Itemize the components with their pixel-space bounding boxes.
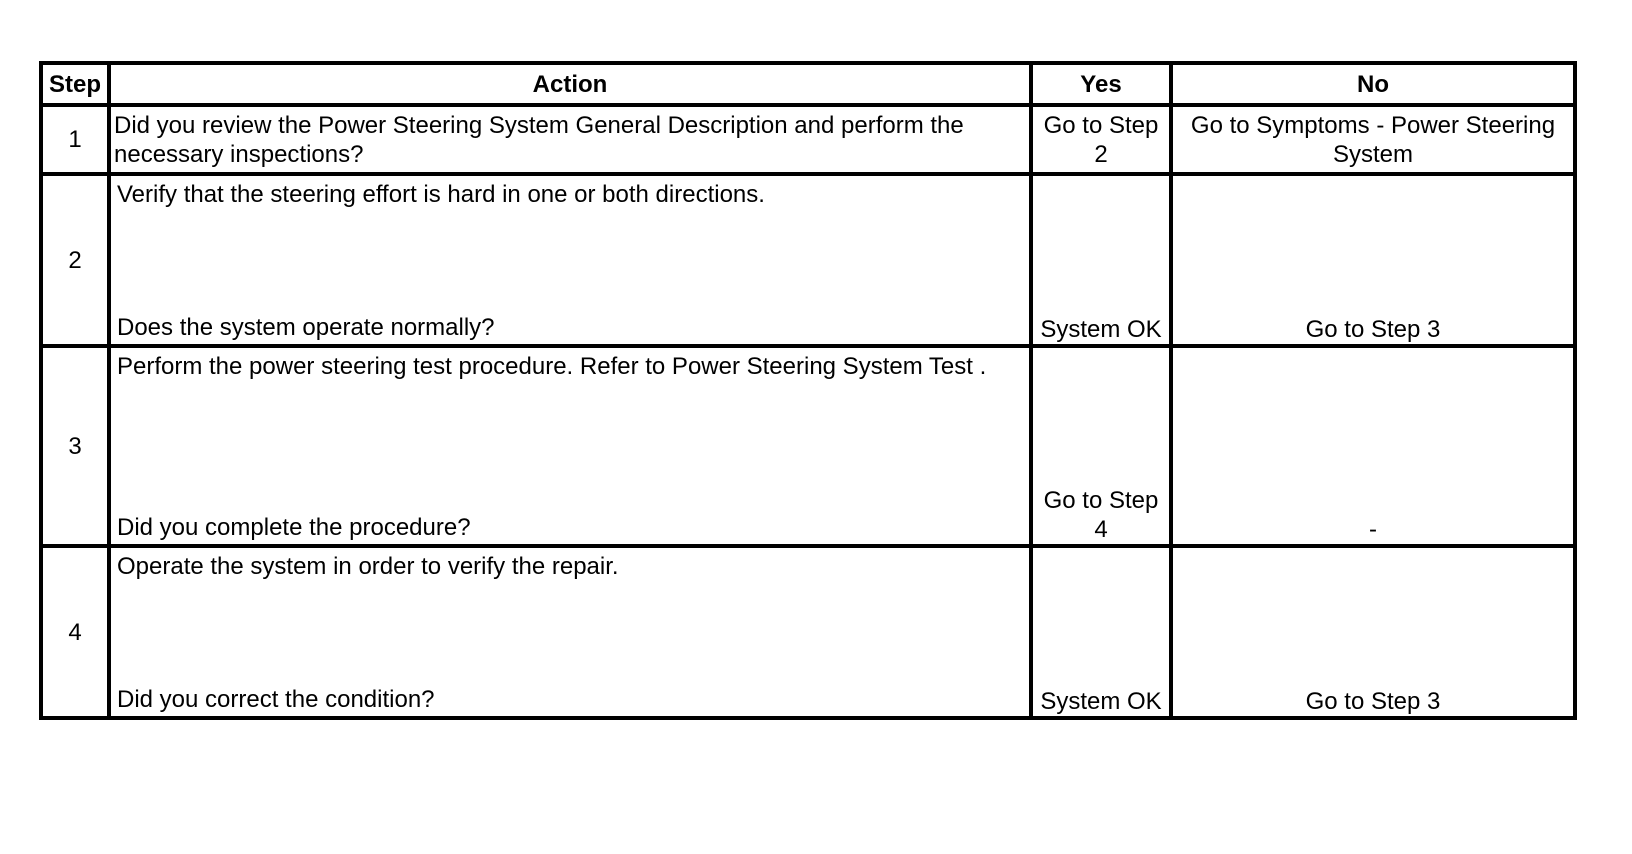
table-row — [41, 546, 1575, 718]
question-text: Did you correct the condition? — [117, 686, 435, 713]
no-result: Go to Symptoms - Power Steering System — [1171, 105, 1575, 174]
action-content — [114, 548, 1026, 716]
yes-result: Go to Step 4 — [1031, 346, 1171, 546]
no-result: Go to Step 3 — [1171, 174, 1575, 346]
action-text: Verify that the steering effort is hard in one or both directions. — [117, 181, 765, 208]
header-row — [41, 63, 1575, 105]
step-number: 4 — [41, 546, 109, 718]
no-result: - — [1171, 346, 1575, 546]
table-row — [41, 105, 1575, 174]
header-no: No — [1171, 63, 1575, 105]
question-text: Did you complete the procedure? — [117, 514, 471, 541]
yes-result: Go to Step 2 — [1031, 105, 1171, 174]
action-text: Operate the system in order to verify the repair. — [117, 553, 619, 580]
step-number: 3 — [41, 346, 109, 546]
step-number: 1 — [41, 105, 109, 174]
yes-result: System OK — [1031, 174, 1171, 346]
step-number: 2 — [41, 174, 109, 346]
action-cell — [109, 174, 1031, 346]
action-content — [114, 348, 1026, 544]
action-content — [114, 176, 1026, 344]
diagnostic-steps-table — [39, 61, 1577, 720]
header-step: Step — [41, 63, 109, 105]
table-row — [41, 174, 1575, 346]
no-result: Go to Step 3 — [1171, 546, 1575, 718]
action-cell — [109, 546, 1031, 718]
header-action: Action — [109, 63, 1031, 105]
table-header — [41, 63, 1575, 105]
table-row — [41, 346, 1575, 546]
action-cell — [109, 346, 1031, 546]
table-body — [41, 105, 1575, 718]
action-text: Perform the power steering test procedure. Refer to Power Steering System Test . — [117, 353, 987, 380]
header-yes: Yes — [1031, 63, 1171, 105]
question-text: Does the system operate normally? — [117, 314, 495, 341]
action-text: Did you review the Power Steering System General Description and perform the necessary inspections? — [109, 105, 1031, 174]
yes-result: System OK — [1031, 546, 1171, 718]
